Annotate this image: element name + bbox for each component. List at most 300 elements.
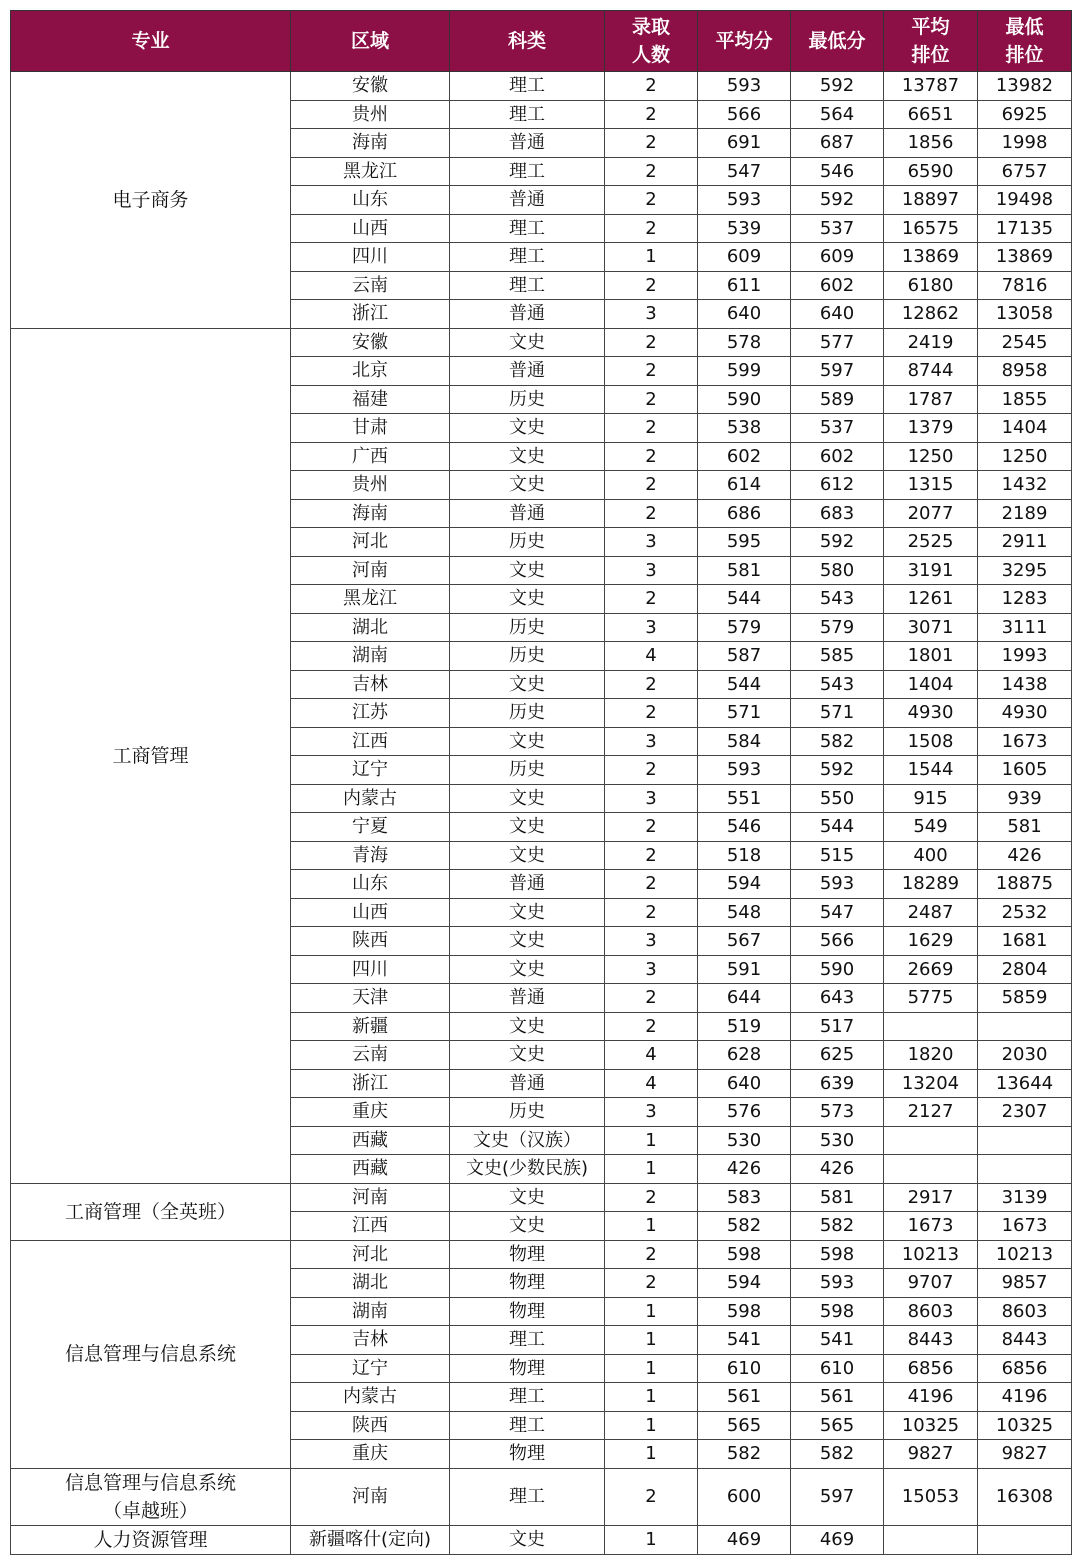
- column-header-line: 平均分: [715, 30, 773, 52]
- count-cell: 2: [605, 328, 698, 357]
- column-header-track: [450, 11, 605, 72]
- column-header-avg_score: [698, 11, 791, 72]
- count-cell: 1: [605, 1354, 698, 1383]
- min-rank-cell: 2030: [978, 1041, 1072, 1070]
- column-header-region: [291, 11, 450, 72]
- avg-rank-cell: 549: [884, 813, 978, 842]
- track-cell: 普通: [450, 1069, 605, 1098]
- track-cell: 物理: [450, 1354, 605, 1383]
- avg-rank-cell: 16575: [884, 214, 978, 243]
- avg-score-cell: 594: [698, 1269, 791, 1298]
- min-score-cell: 515: [791, 841, 884, 870]
- column-header-count: [605, 11, 698, 72]
- track-cell: 理工: [450, 1411, 605, 1440]
- min-rank-cell: 2532: [978, 898, 1072, 927]
- avg-score-cell: 581: [698, 556, 791, 585]
- avg-rank-cell: 10325: [884, 1411, 978, 1440]
- track-cell: 历史: [450, 528, 605, 557]
- track-cell: 文史: [450, 1212, 605, 1241]
- min-rank-cell: 5859: [978, 984, 1072, 1013]
- min-score-cell: 564: [791, 100, 884, 129]
- min-rank-cell: 17135: [978, 214, 1072, 243]
- track-cell: 理工: [450, 271, 605, 300]
- min-score-cell: 547: [791, 898, 884, 927]
- avg-score-cell: 593: [698, 72, 791, 101]
- count-cell: 2: [605, 385, 698, 414]
- column-header-line: 排位: [1005, 44, 1044, 66]
- avg-rank-cell: 1250: [884, 442, 978, 471]
- region-cell: 陕西: [291, 927, 450, 956]
- avg-score-cell: 547: [698, 157, 791, 186]
- avg-score-cell: 614: [698, 471, 791, 500]
- min-rank-cell: 1998: [978, 129, 1072, 158]
- table-row: [11, 72, 1072, 101]
- track-cell: 普通: [450, 357, 605, 386]
- avg-score-cell: 566: [698, 100, 791, 129]
- count-cell: 2: [605, 699, 698, 728]
- region-cell: 北京: [291, 357, 450, 386]
- count-cell: 2: [605, 1468, 698, 1525]
- track-cell: 文史: [450, 585, 605, 614]
- track-cell: 文史: [450, 1183, 605, 1212]
- avg-score-cell: 579: [698, 613, 791, 642]
- count-cell: 1: [605, 1440, 698, 1469]
- count-cell: 1: [605, 1297, 698, 1326]
- column-header-line: 排位: [911, 44, 950, 66]
- avg-score-cell: 628: [698, 1041, 791, 1070]
- avg-rank-cell: 2077: [884, 499, 978, 528]
- region-cell: 甘肃: [291, 414, 450, 443]
- region-cell: 内蒙古: [291, 1383, 450, 1412]
- count-cell: 2: [605, 670, 698, 699]
- min-rank-cell: 8603: [978, 1297, 1072, 1326]
- avg-rank-cell: 10213: [884, 1240, 978, 1269]
- min-rank-cell: 939: [978, 784, 1072, 813]
- track-cell: 普通: [450, 186, 605, 215]
- min-rank-cell: 19498: [978, 186, 1072, 215]
- count-cell: 3: [605, 927, 698, 956]
- region-cell: 广西: [291, 442, 450, 471]
- track-cell: 普通: [450, 870, 605, 899]
- avg-rank-cell: 3071: [884, 613, 978, 642]
- min-rank-cell: 6757: [978, 157, 1072, 186]
- avg-score-cell: 551: [698, 784, 791, 813]
- min-score-cell: 639: [791, 1069, 884, 1098]
- min-score-cell: 625: [791, 1041, 884, 1070]
- track-cell: 历史: [450, 756, 605, 785]
- avg-score-cell: 548: [698, 898, 791, 927]
- region-cell: 云南: [291, 271, 450, 300]
- min-rank-cell: 1673: [978, 1212, 1072, 1241]
- min-rank-cell: 2307: [978, 1098, 1072, 1127]
- avg-score-cell: 691: [698, 129, 791, 158]
- min-rank-cell: 10213: [978, 1240, 1072, 1269]
- min-rank-cell: 8443: [978, 1326, 1072, 1355]
- min-rank-cell: 3295: [978, 556, 1072, 585]
- column-header-min_rank: [978, 11, 1072, 72]
- avg-score-cell: 602: [698, 442, 791, 471]
- region-cell: 湖北: [291, 1269, 450, 1298]
- track-cell: 文史: [450, 1525, 605, 1554]
- region-cell: 江西: [291, 727, 450, 756]
- min-rank-cell: 1605: [978, 756, 1072, 785]
- count-cell: 4: [605, 1069, 698, 1098]
- region-cell: 湖南: [291, 642, 450, 671]
- count-cell: 2: [605, 442, 698, 471]
- min-score-cell: 602: [791, 271, 884, 300]
- avg-score-cell: 590: [698, 385, 791, 414]
- min-rank-cell: 7816: [978, 271, 1072, 300]
- min-score-cell: 565: [791, 1411, 884, 1440]
- region-cell: 河北: [291, 1240, 450, 1269]
- track-cell: 理工: [450, 72, 605, 101]
- avg-rank-cell: 4930: [884, 699, 978, 728]
- min-score-cell: 585: [791, 642, 884, 671]
- region-cell: 福建: [291, 385, 450, 414]
- min-rank-cell: 426: [978, 841, 1072, 870]
- min-rank-cell: 1438: [978, 670, 1072, 699]
- track-cell: 历史: [450, 642, 605, 671]
- track-cell: 理工: [450, 243, 605, 272]
- min-rank-cell: 3111: [978, 613, 1072, 642]
- min-score-cell: 582: [791, 727, 884, 756]
- min-score-cell: 609: [791, 243, 884, 272]
- min-rank-cell: 2189: [978, 499, 1072, 528]
- track-cell: 文史: [450, 414, 605, 443]
- table-row: [11, 1525, 1072, 1554]
- track-cell: 理工: [450, 1468, 605, 1525]
- major-cell: [11, 1183, 291, 1240]
- min-rank-cell: 581: [978, 813, 1072, 842]
- track-cell: 文史: [450, 442, 605, 471]
- count-cell: 2: [605, 585, 698, 614]
- table-row: [11, 1468, 1072, 1525]
- region-cell: 山西: [291, 214, 450, 243]
- count-cell: 2: [605, 471, 698, 500]
- avg-score-cell: 686: [698, 499, 791, 528]
- avg-rank-cell: 6651: [884, 100, 978, 129]
- min-rank-cell: 1283: [978, 585, 1072, 614]
- avg-score-cell: 426: [698, 1155, 791, 1184]
- count-cell: 2: [605, 271, 698, 300]
- avg-rank-cell: 6590: [884, 157, 978, 186]
- avg-rank-cell: 13787: [884, 72, 978, 101]
- min-rank-cell: 8958: [978, 357, 1072, 386]
- admission-scores-table: [10, 10, 1072, 1555]
- count-cell: 2: [605, 756, 698, 785]
- avg-score-cell: 644: [698, 984, 791, 1013]
- header-row: [11, 11, 1072, 72]
- min-score-cell: 598: [791, 1240, 884, 1269]
- avg-rank-cell: 5775: [884, 984, 978, 1013]
- avg-rank-cell: 8443: [884, 1326, 978, 1355]
- min-rank-cell: 4196: [978, 1383, 1072, 1412]
- count-cell: 1: [605, 1155, 698, 1184]
- min-score-cell: 530: [791, 1126, 884, 1155]
- min-score-cell: 544: [791, 813, 884, 842]
- min-score-cell: 592: [791, 186, 884, 215]
- region-cell: 西藏: [291, 1126, 450, 1155]
- min-score-cell: 582: [791, 1212, 884, 1241]
- avg-rank-cell: 15053: [884, 1468, 978, 1525]
- avg-score-cell: 640: [698, 1069, 791, 1098]
- avg-score-cell: 587: [698, 642, 791, 671]
- region-cell: 辽宁: [291, 756, 450, 785]
- min-score-cell: 643: [791, 984, 884, 1013]
- region-cell: 山东: [291, 186, 450, 215]
- min-score-cell: 602: [791, 442, 884, 471]
- avg-rank-cell: 1787: [884, 385, 978, 414]
- region-cell: 江西: [291, 1212, 450, 1241]
- track-cell: 文史: [450, 670, 605, 699]
- count-cell: 2: [605, 984, 698, 1013]
- track-cell: 历史: [450, 1098, 605, 1127]
- avg-rank-cell: 2419: [884, 328, 978, 357]
- min-score-cell: 640: [791, 300, 884, 329]
- min-score-cell: 592: [791, 756, 884, 785]
- avg-score-cell: 565: [698, 1411, 791, 1440]
- count-cell: 1: [605, 243, 698, 272]
- track-cell: 文史: [450, 813, 605, 842]
- avg-score-cell: 544: [698, 585, 791, 614]
- avg-score-cell: 609: [698, 243, 791, 272]
- avg-score-cell: 593: [698, 186, 791, 215]
- avg-score-cell: 576: [698, 1098, 791, 1127]
- avg-score-cell: 469: [698, 1525, 791, 1554]
- column-header-line: 区域: [350, 30, 389, 52]
- track-cell: 物理: [450, 1297, 605, 1326]
- table-body: [11, 72, 1072, 1555]
- track-cell: 普通: [450, 300, 605, 329]
- avg-rank-cell: 1261: [884, 585, 978, 614]
- avg-rank-cell: 9707: [884, 1269, 978, 1298]
- region-cell: 青海: [291, 841, 450, 870]
- avg-score-cell: 599: [698, 357, 791, 386]
- min-score-cell: 577: [791, 328, 884, 357]
- avg-score-cell: 519: [698, 1012, 791, 1041]
- min-score-cell: 592: [791, 72, 884, 101]
- region-cell: 贵州: [291, 100, 450, 129]
- major-cell: [11, 1468, 291, 1525]
- min-rank-cell: 13869: [978, 243, 1072, 272]
- count-cell: 3: [605, 300, 698, 329]
- track-cell: 理工: [450, 1326, 605, 1355]
- region-cell: 黑龙江: [291, 585, 450, 614]
- avg-score-cell: 595: [698, 528, 791, 557]
- min-score-cell: 582: [791, 1440, 884, 1469]
- count-cell: 2: [605, 870, 698, 899]
- min-score-cell: 612: [791, 471, 884, 500]
- avg-rank-cell: 3191: [884, 556, 978, 585]
- min-rank-cell: 4930: [978, 699, 1072, 728]
- avg-score-cell: 571: [698, 699, 791, 728]
- avg-rank-cell: [884, 1126, 978, 1155]
- track-cell: 理工: [450, 100, 605, 129]
- count-cell: 2: [605, 100, 698, 129]
- major-name-line: 电子商务: [112, 188, 189, 211]
- count-cell: 4: [605, 1041, 698, 1070]
- region-cell: 贵州: [291, 471, 450, 500]
- count-cell: 1: [605, 1411, 698, 1440]
- avg-rank-cell: 8603: [884, 1297, 978, 1326]
- avg-score-cell: 584: [698, 727, 791, 756]
- avg-rank-cell: 1544: [884, 756, 978, 785]
- track-cell: 文史: [450, 841, 605, 870]
- count-cell: 2: [605, 157, 698, 186]
- min-rank-cell: 2804: [978, 955, 1072, 984]
- min-rank-cell: [978, 1126, 1072, 1155]
- table-row: [11, 1183, 1072, 1212]
- count-cell: 3: [605, 784, 698, 813]
- count-cell: 2: [605, 499, 698, 528]
- avg-score-cell: 593: [698, 756, 791, 785]
- avg-rank-cell: 18289: [884, 870, 978, 899]
- min-rank-cell: 13982: [978, 72, 1072, 101]
- avg-rank-cell: 1315: [884, 471, 978, 500]
- min-score-cell: 580: [791, 556, 884, 585]
- min-score-cell: 469: [791, 1525, 884, 1554]
- avg-score-cell: 578: [698, 328, 791, 357]
- count-cell: 3: [605, 727, 698, 756]
- avg-rank-cell: [884, 1155, 978, 1184]
- region-cell: 湖北: [291, 613, 450, 642]
- avg-score-cell: 530: [698, 1126, 791, 1155]
- min-score-cell: 687: [791, 129, 884, 158]
- min-score-cell: 573: [791, 1098, 884, 1127]
- count-cell: 3: [605, 613, 698, 642]
- table-header: [11, 11, 1072, 72]
- count-cell: 2: [605, 1183, 698, 1212]
- avg-rank-cell: 9827: [884, 1440, 978, 1469]
- track-cell: 普通: [450, 984, 605, 1013]
- avg-rank-cell: 1673: [884, 1212, 978, 1241]
- track-cell: 文史: [450, 927, 605, 956]
- track-cell: 历史: [450, 613, 605, 642]
- avg-score-cell: 541: [698, 1326, 791, 1355]
- track-cell: 文史: [450, 898, 605, 927]
- track-cell: 理工: [450, 1383, 605, 1412]
- major-name-line: 工商管理（全英班）: [64, 1200, 236, 1223]
- avg-rank-cell: 2669: [884, 955, 978, 984]
- avg-score-cell: 518: [698, 841, 791, 870]
- min-score-cell: 571: [791, 699, 884, 728]
- count-cell: 3: [605, 955, 698, 984]
- min-rank-cell: 1432: [978, 471, 1072, 500]
- avg-score-cell: 594: [698, 870, 791, 899]
- avg-rank-cell: 915: [884, 784, 978, 813]
- region-cell: 河北: [291, 528, 450, 557]
- avg-rank-cell: 1856: [884, 129, 978, 158]
- avg-score-cell: 598: [698, 1240, 791, 1269]
- count-cell: 2: [605, 898, 698, 927]
- min-rank-cell: 1993: [978, 642, 1072, 671]
- count-cell: 2: [605, 1012, 698, 1041]
- avg-score-cell: 561: [698, 1383, 791, 1412]
- min-rank-cell: 9857: [978, 1269, 1072, 1298]
- min-score-cell: 598: [791, 1297, 884, 1326]
- region-cell: 陕西: [291, 1411, 450, 1440]
- track-cell: 文史(少数民族): [450, 1155, 605, 1184]
- min-score-cell: 593: [791, 1269, 884, 1298]
- min-score-cell: 597: [791, 357, 884, 386]
- avg-rank-cell: 8744: [884, 357, 978, 386]
- region-cell: 湖南: [291, 1297, 450, 1326]
- count-cell: 2: [605, 813, 698, 842]
- min-rank-cell: [978, 1525, 1072, 1554]
- track-cell: 物理: [450, 1269, 605, 1298]
- min-rank-cell: 3139: [978, 1183, 1072, 1212]
- count-cell: 3: [605, 556, 698, 585]
- avg-rank-cell: 6856: [884, 1354, 978, 1383]
- major-cell: [11, 1525, 291, 1554]
- track-cell: 文史（汉族）: [450, 1126, 605, 1155]
- count-cell: 2: [605, 1240, 698, 1269]
- count-cell: 1: [605, 1212, 698, 1241]
- major-name-line: 人力资源管理: [93, 1528, 208, 1551]
- track-cell: 历史: [450, 385, 605, 414]
- min-score-cell: 543: [791, 585, 884, 614]
- avg-score-cell: 610: [698, 1354, 791, 1383]
- min-rank-cell: 2545: [978, 328, 1072, 357]
- major-cell: [11, 72, 291, 329]
- avg-rank-cell: 1820: [884, 1041, 978, 1070]
- region-cell: 四川: [291, 243, 450, 272]
- region-cell: 海南: [291, 129, 450, 158]
- min-score-cell: 561: [791, 1383, 884, 1412]
- min-score-cell: 597: [791, 1468, 884, 1525]
- region-cell: 四川: [291, 955, 450, 984]
- track-cell: 普通: [450, 499, 605, 528]
- min-score-cell: 610: [791, 1354, 884, 1383]
- min-score-cell: 543: [791, 670, 884, 699]
- track-cell: 普通: [450, 129, 605, 158]
- region-cell: 云南: [291, 1041, 450, 1070]
- column-header-line: 平均: [911, 16, 950, 38]
- count-cell: 2: [605, 357, 698, 386]
- track-cell: 物理: [450, 1240, 605, 1269]
- min-score-cell: 581: [791, 1183, 884, 1212]
- min-rank-cell: 1855: [978, 385, 1072, 414]
- avg-rank-cell: 2917: [884, 1183, 978, 1212]
- min-score-cell: 592: [791, 528, 884, 557]
- min-score-cell: 593: [791, 870, 884, 899]
- min-rank-cell: 16308: [978, 1468, 1072, 1525]
- avg-rank-cell: 13204: [884, 1069, 978, 1098]
- track-cell: 文史: [450, 1041, 605, 1070]
- region-cell: 新疆喀什(定向): [291, 1525, 450, 1554]
- region-cell: 江苏: [291, 699, 450, 728]
- count-cell: 3: [605, 528, 698, 557]
- min-rank-cell: 18875: [978, 870, 1072, 899]
- avg-score-cell: 600: [698, 1468, 791, 1525]
- track-cell: 理工: [450, 157, 605, 186]
- avg-score-cell: 582: [698, 1212, 791, 1241]
- major-name-line: 工商管理: [112, 744, 189, 767]
- region-cell: 重庆: [291, 1098, 450, 1127]
- region-cell: 浙江: [291, 1069, 450, 1098]
- min-rank-cell: 2911: [978, 528, 1072, 557]
- avg-score-cell: 544: [698, 670, 791, 699]
- column-header-line: 最低分: [808, 30, 866, 52]
- min-rank-cell: 9827: [978, 1440, 1072, 1469]
- major-cell: [11, 1240, 291, 1468]
- avg-rank-cell: 1379: [884, 414, 978, 443]
- track-cell: 文史: [450, 556, 605, 585]
- column-header-line: 科类: [507, 30, 546, 52]
- major-cell: [11, 328, 291, 1183]
- avg-rank-cell: 2525: [884, 528, 978, 557]
- region-cell: 河南: [291, 1468, 450, 1525]
